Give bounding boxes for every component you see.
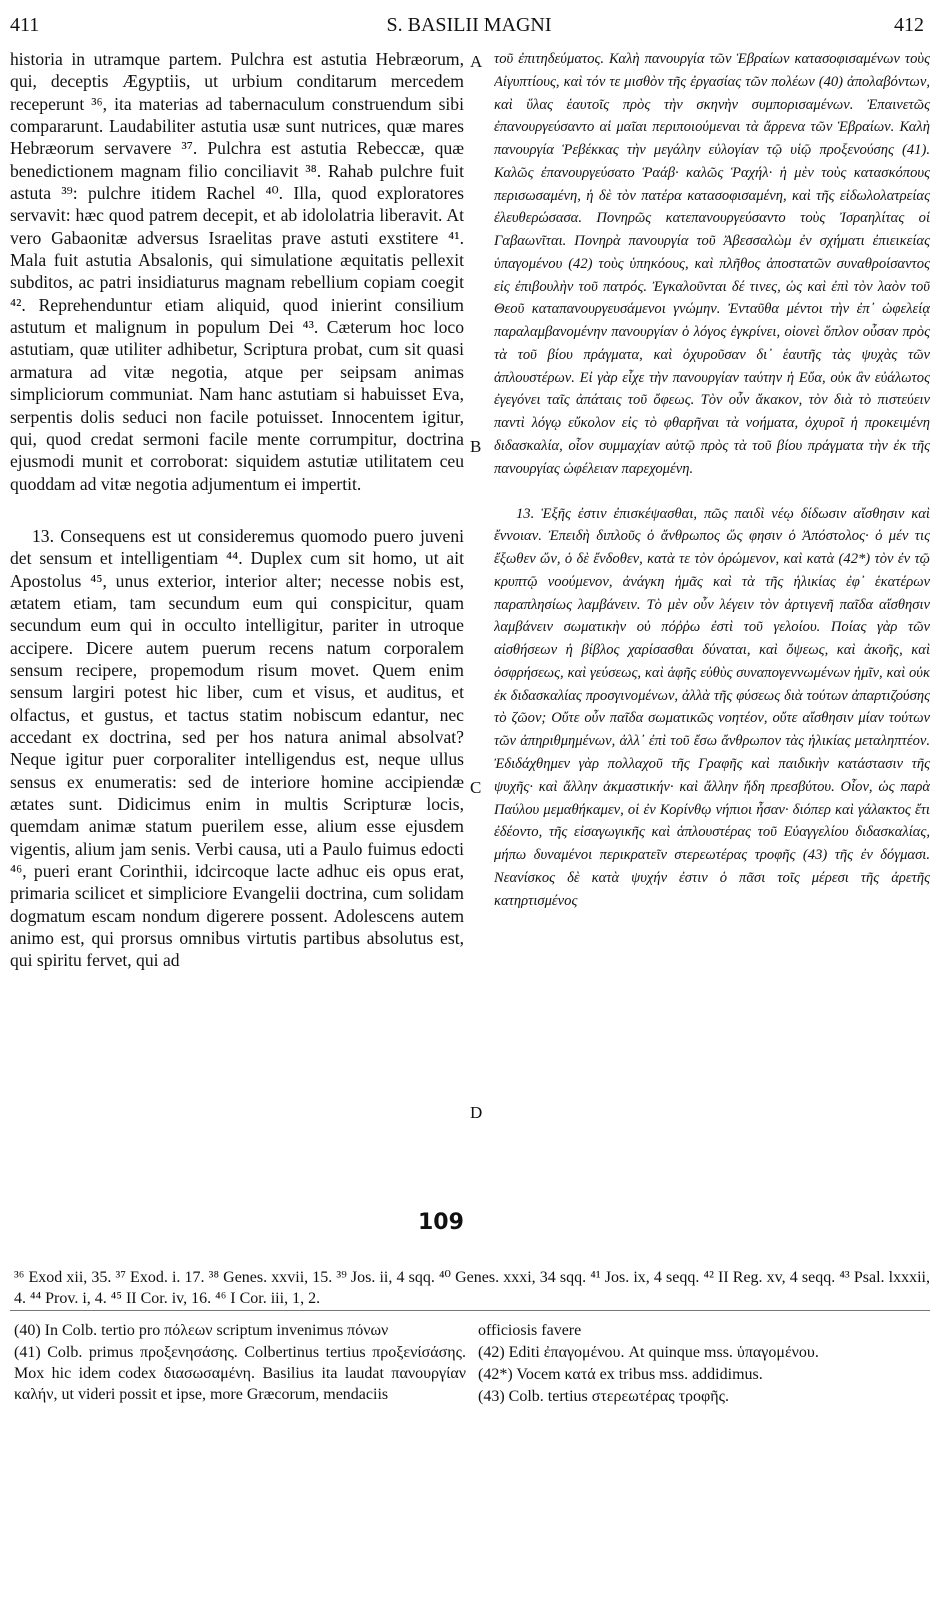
footnote: (40) In Colb. tertio pro πόλεων scriptum invenimus πόνων	[14, 1322, 389, 1339]
footnote: (42) Editi ἐπαγομένου. At quinque mss. ὑπαγομένου.	[478, 1344, 819, 1362]
latin-paragraph-2: 13. Consequens est ut consideremus quomodo puero juveni det sensum et intelligentiam ⁴⁴. Duplex cum sit homo, ut ait Apostolus ⁴⁵, unus exterior, interior alter; necesse nobis est, ætatem etiam, tam secundum eum qui conspicitur, quam secundum eum qui in occulto intelligitur, pariter in utroque accipere. Dicere autem puerum recens natum corporalem sensum recipere, propemodum risum movet. Quem enim sensum largiri potest hic liber, cum et visus, et auditus, et olfactus, et gustus, et tactus statim nobiscum edantur, nec accedant ex doctrina, sed per hos natura animal absolvat? Neque igitur puer corporaliter intelligendus est, neque ullus sensus ex enumeratis: sed de interiore homine accipiendæ ætates sunt. Didicimus enim in multis Scripturæ locis, quemdam animæ statum puerilem esse, alium esse ejusdem vigentis, alium jam senis. Verbi causa, uti a Paulo fuimus edocti ⁴⁶, pueri erant Corinthii, idcircoque lacte adhuc eis opus erat, primaria scilicet et simpliciore Evangelii doctrina, cum solidam dogmatum escam nondum digerere possent. Adolescens autem animo est, qui prorsus omnibus virtutis partibus absolutus est, qui spiritu fervet, qui ad	[10, 525, 464, 971]
column-number-badge: 109	[418, 1210, 464, 1235]
margin-letter-b: B	[470, 437, 482, 456]
margin-letter-d: D	[470, 1103, 483, 1122]
margin-letter-a: A	[470, 52, 483, 71]
running-header	[0, 14, 938, 40]
page-number-right: 412	[894, 14, 924, 36]
footnotes-left	[14, 1320, 466, 1406]
latin-column	[10, 48, 464, 1263]
footnote: (42*) Vocem κατά ex tribus mss. addidimus.	[478, 1366, 763, 1384]
margin-letter-c: C	[470, 778, 482, 797]
footnote: officiosis favere	[478, 1322, 582, 1339]
footnotes-right	[478, 1320, 930, 1408]
page-number-left: 411	[10, 14, 40, 36]
footnote: (43) Colb. tertius στερεωτέρας τροφῆς.	[478, 1388, 729, 1406]
footnote: (41) Colb. primus προξενησάσης. Colbertinus tertius προξενίσάσης. Mox hic idem codex διασωσαμένη. Basilius ita laudat πανουργίαν καλήν, ut videri possit et ipse, more Græcorum, mendaciis	[14, 1344, 466, 1404]
greek-column	[494, 48, 930, 1263]
latin-paragraph-1: historia in utramque partem. Pulchra est astutia Hebræorum, qui, deceptis Ægyptiis, ut urbium conditarum mercedem receperunt ³⁶, ita materias ad tabernaculum construendum sibi compararunt. Laudabiliter astutia usæ sunt nutrices, quæ mares Hebræorum servavere ³⁷. Pulchra est astutia Rebeccæ, quæ benedictionem magnam filio conciliavit ³⁸. Rahab pulchre fuit astuta ³⁹: pulchre itidem Rachel ⁴⁰. Illa, quod exploratores servavit: hæc quod patrem decepit, et ab idololatria liberavit. At vero Gabaonitæ adversus Israelitas prave astuti exstitere ⁴¹. Mala fuit astutia Absalonis, qui simulatione æquitatis pellexit subditos, ac patri insidiaturus magnam rebellium copiam coegit ⁴². Reprehenduntur etiam aliquid, quod inierint consilium astutum et malignum in populum Dei ⁴³. Cæterum hoc loco astutiam, quæ utiliter adhibetur, Scriptura probat, cum sit quasi armatura ad vitæ negotia, atque per seipsam animas simpliciorum communiat. Nam hanc astutiam si habuisset Eva, serpentis dolis seduci non facile potuisset. Innocentem igitur, qui, quod credat sermoni facile mente corrumpitur, doctrina ejusmodi munit et corroborat: siquidem astutiæ utilitatem ceu quoddam ad vitæ negotia adjumentum ei impertit.	[10, 49, 464, 494]
running-title: S. BASILII MAGNI	[386, 14, 552, 36]
scripture-references: ³⁶ Exod xii, 35. ³⁷ Exod. i. 17. ³⁸ Genes. xxvii, 15. ³⁹ Jos. ii, 4 sqq. ⁴⁰ Genes. xxxi, 34 sqq. ⁴¹ Jos. ix, 4 seqq. ⁴² II Reg. xv, 4 seqq. ⁴³ Psal. lxxxii, 4. ⁴⁴ Prov. i, 4. ⁴⁵ II Cor. iv, 16. ⁴⁶ I Cor. iii, 1, 2.	[14, 1269, 930, 1307]
footnote-divider	[10, 1310, 930, 1311]
greek-paragraph-2: 13. Ἑξῆς ἐστιν ἐπισκέψασθαι, πῶς παιδὶ νέῳ δίδωσιν αἴσθησιν καὶ ἔννοιαν. Ἐπειδὴ διπλοῦς ὁ ἄνθρωπος ὥς φησιν ὁ Ἀπόστολος· ὁ μέν τις ἔξωθεν ὤν, ὁ δὲ ἔνδοθεν, κατὰ τε τὸν ὁρώμενον, καὶ κατὰ (42*) τὸν ἐν τῷ κρυπτῷ νοούμενον, ἀνάγκη ἡμᾶς καὶ τὰ τῆς ἡλικίας ἐφ᾽ ἑκατέρων παραπλησίως λαμβάνειν. Τὸ μὲν οὖν λέγειν τὸν ἀρτιγενῆ παῖδα αἴσθησιν λαμβάνειν σωματικὴν οὐ πόῤῥω ἐστὶ τοῦ γελοίου. Ποίας γὰρ τῶν αἰσθήσεων ἡ βίβλος χαρίσασθαι δύναται, καὶ ὄψεως, καὶ ἀκοῆς, καὶ ὀσφρήσεως, καὶ γεύσεως, καὶ ἁφῆς εὐθὺς συναπογεννωμένων ἡμῖν, καὶ οὐκ ἐκ διδασκαλίας προσγινομένων, ἀλλὰ τῆς φύσεως διὰ τούτων ἀπαρτιζούσης τὸ ζῶον; Οὔτε οὖν παῖδα σωματικῶς νοητέον, οὔτε αἴσθησιν μίαν τούτων τῶν ἀπηριθμημένων, ἀλλ᾽ ἐπὶ τοῦ ἔσω ἄνθρωπον τὰς ἡλικίας μεταληπτέον. Ἐδιδάχθημεν γὰρ πολλαχοῦ τῆς Γραφῆς καὶ παιδικὴν κατάστασιν τῆς ψυχῆς· καὶ ἄλλην ἀκμαστικήν· καὶ ἄλλην ἤδη πρεσβύτου. Οἷον, ὡς παρὰ Παύλου μεμαθήκαμεν, οἱ ἐν Κορίνθῳ νήπιοι ἦσαν· διόπερ καὶ γάλακτος ἔτι ἐδέοντο, τῆς εἰσαγωγικῆς καὶ ἁπλουστέρας τοῦ Εὐαγγελίου διδασκαλίας, μήπω δυναμένοι περικρατεῖν στερεωτέρας τροφῆς (43) τῆς ἐν δόγμασι. Νεανίσκος δὲ κατὰ ψυχήν ἐστιν ὁ πᾶσι τοῖς μέρεσι τῆς ἀρετῆς κατηρτισμένος	[494, 505, 930, 909]
greek-paragraph-1: τοῦ ἐπιτηδεύματος. Καλὴ πανουργία τῶν Ἑβραίων κατασοφισαμένων τοὺς Αἰγυπτίους, καὶ τόν τε μισθὸν τῆς ἐργασίας τῶν πολέων (40) ἀπολαβόντων, καὶ ὕλας ἑαυτοῖς πρὸς τὴν σκηνὴν συμπορισαμένων. Ἐπαινετῶς ἐπανουργεύσαντο αἱ μαῖαι περιποιούμεναι τὰ ἄρρενα τῶν Ἑβραίων. Καλὴ πανουργία Ῥεβέκκας τὴν μεγάλην εὐλογίαν τῷ υἱῷ προξενούσης (41). Καλῶς ἐπανουργεύσατο Ῥαάβ· καλῶς Ῥαχήλ· ἡ μὲν τοὺς κατασκόπους περισωσαμένη, ἡ δὲ τὸν πατέρα κατασοφισαμένη, καὶ τῆς εἰδωλολατρείας ἐλευθερώσασα. Πονηρῶς κατεπανουργεύσαντο τοὺς Ἰσραηλίτας οἱ Γαβαωνῖται. Πονηρὰ πανουργία τοῦ Ἀβεσσαλὼμ ἐν σχήματι ἐπιεικείας ὑπαγομένου (42) τοὺς ὑπηκόους, καὶ πλῆθος ἀποστατῶν συναθροίσαντος εἰς ἐπιβουλὴν τοῦ πατρός. Ἐγκαλοῦνται δέ τινες, ὡς καὶ ἐπὶ τὸν λαὸν τοῦ Θεοῦ καταπανουργευσάμενοι γνώμην. Ἐνταῦθα μέντοι τὴν ἐπ᾽ ὠφελείᾳ παραλαμβανομένην πανουργίαν ὁ λόγος ἐγκρίνει, οἱονεὶ ὅπλον οὖσαν πρὸς τὰ τοῦ βίου πράγματα, καὶ ὀχυροῦσαν δι᾽ ἑαυτῆς τὰς ψυχὰς τῶν ἁπλουστέρων. Εἰ γὰρ εἶχε τὴν πανουργίαν ταύτην ἡ Εὔα, οὐκ ἂν εὐάλωτος ἐγεγόνει ταῖς ἀπάταις τοῦ ὄφεως. Τὸν οὖν ἄκακον, τὸν διὰ τὸ πιστεύειν παντὶ λόγῳ εὔκολον εἰς τὸ φθαρῆναι τὰ νοήματα, ὀχυροῖ ἡ προκειμένη διδασκαλία, οἷον συμμαχίαν αὐτῷ πρὸς τὰ τοῦ βίου πράγματα τὴν ἐκ τῆς πανουργίας ὠφέλειαν παρεχομένη.	[494, 51, 930, 477]
